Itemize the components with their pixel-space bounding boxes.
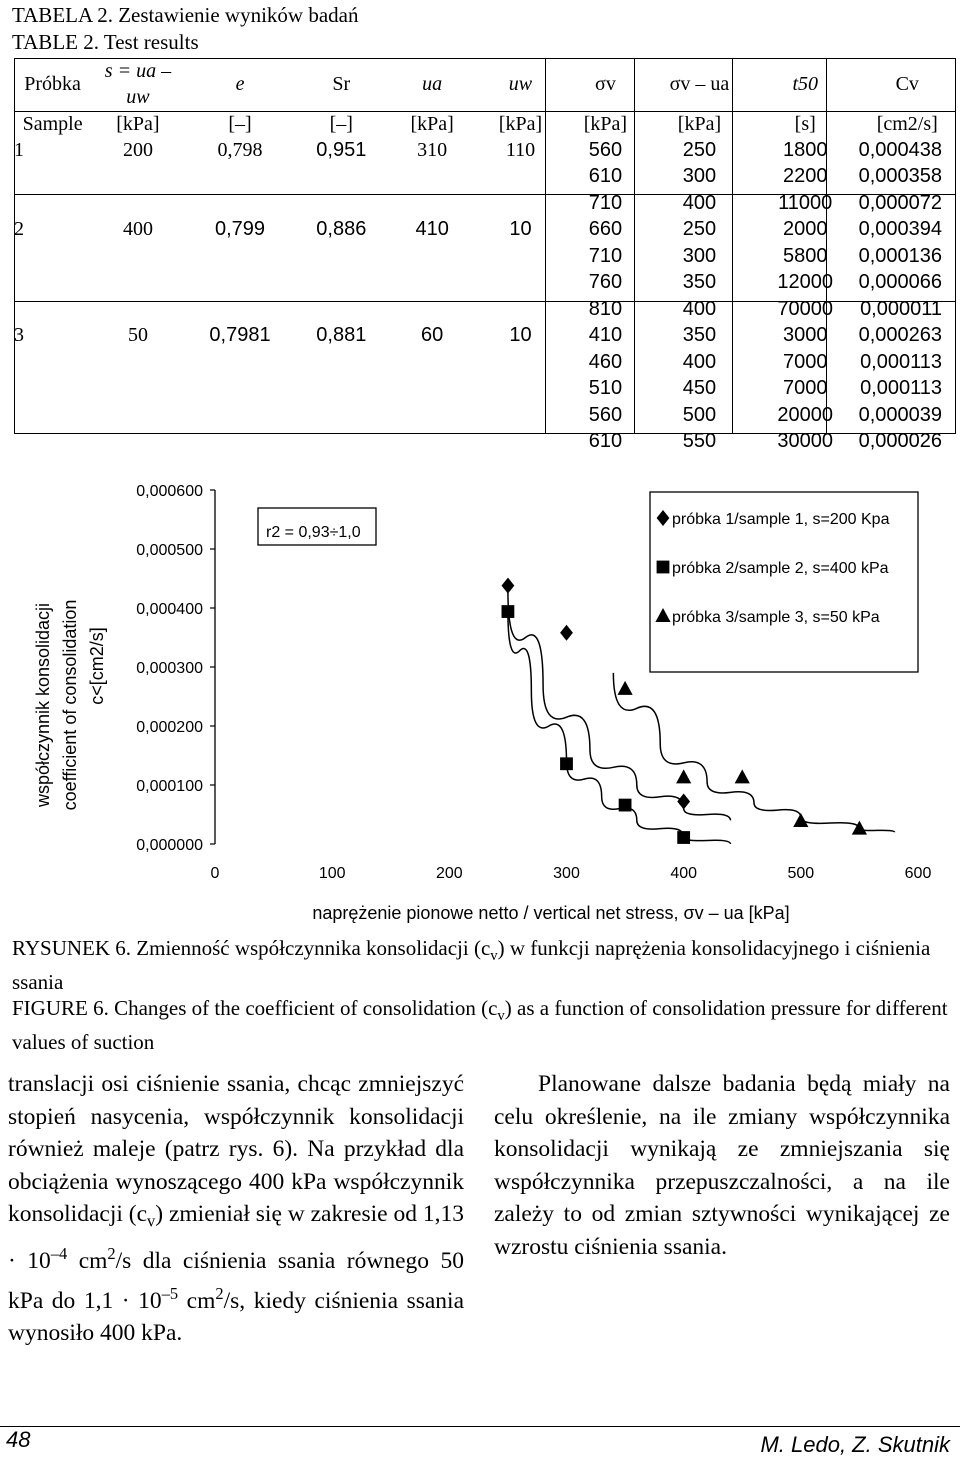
table-cell: [91, 243, 185, 270]
table-cell: 300: [682, 244, 717, 267]
x-tick-label: 200: [435, 865, 463, 882]
figure-label-pl: RYSUNEK 6.: [12, 936, 132, 960]
table-cell: 610: [588, 165, 623, 188]
y-tick-label: 0,000600: [136, 483, 203, 500]
table-cell: 310: [417, 138, 448, 161]
table-cell: [185, 402, 296, 429]
y-tick-label: 0,000100: [136, 778, 203, 795]
table-row: [14, 296, 956, 323]
table-cell: 0,000113: [860, 377, 942, 400]
table-cell: [387, 243, 477, 270]
table-cell: [14, 164, 91, 191]
header-cell: ua: [422, 73, 443, 95]
table-cell: 0,951: [316, 138, 367, 161]
table-column-rule: [545, 58, 546, 434]
table-cell: 560: [588, 403, 623, 426]
table-cell: [295, 349, 387, 376]
header-cell: σv: [595, 73, 616, 95]
table-cell: 2200: [782, 165, 828, 188]
table-cell: [185, 243, 296, 270]
data-point-square: [502, 605, 515, 618]
table-cell: 250: [682, 138, 717, 161]
table-cell: [295, 164, 387, 191]
header-cell: t50: [792, 73, 819, 95]
table-cell: [387, 376, 477, 403]
data-point-triangle: [617, 681, 632, 695]
table-cell: 0,000136: [858, 244, 942, 267]
data-point-triangle: [852, 821, 867, 835]
table-cell: 0,886: [316, 218, 367, 241]
table-cell: 350: [682, 324, 717, 347]
data-point-square: [560, 757, 573, 770]
table-column-rule: [634, 58, 635, 434]
table-row: [14, 376, 956, 403]
table-cell: 2000: [782, 218, 828, 241]
figure-text-en-a: Changes of the coefficient of consolidation (c: [114, 996, 498, 1021]
table-cell: [185, 296, 296, 323]
table-cell: [295, 243, 387, 270]
r-squared-annotation: r2 = 0,93÷1,0: [266, 524, 361, 541]
chart-x-axis-label: naprężenie pionowe netto / vertical net stress, σv – ua [kPa]: [312, 903, 790, 923]
table-cell: [387, 164, 477, 191]
table-cell: 350: [682, 271, 717, 294]
table-cell: 3: [14, 324, 24, 347]
table-cell: 0,000358: [858, 165, 942, 188]
table-cell: 10: [509, 324, 532, 347]
table-cell: [91, 349, 185, 376]
body-left-exp1: –4: [50, 1244, 68, 1264]
table-cell: [91, 164, 185, 191]
table-cell: [387, 349, 477, 376]
table-cell: [295, 296, 387, 323]
header-unit-cell: Sample: [22, 112, 83, 135]
table-cell: [14, 376, 91, 403]
table-header-rule: [14, 111, 956, 112]
table-cell: [387, 402, 477, 429]
body-column-left: [8, 1068, 464, 1349]
table-cell: [91, 270, 185, 297]
table-cell: 0,881: [316, 324, 367, 347]
table-cell: [185, 429, 296, 456]
table-cell: [477, 376, 564, 403]
data-point-diamond: [677, 794, 690, 810]
figure-text-pl-a: Zmienność współczynnika konsolidacji (c: [136, 936, 491, 960]
table-cell: [14, 243, 91, 270]
table-cell: [477, 349, 564, 376]
table-cell: 0,000011: [860, 297, 942, 320]
figure-caption-en: [12, 995, 952, 1055]
figure-label-en: FIGURE 6.: [12, 996, 109, 1021]
table-cell: 70000: [777, 297, 834, 320]
table-cell: [185, 270, 296, 297]
header-unit-cell: [kPa]: [677, 112, 722, 135]
table-cell: 400: [682, 191, 717, 214]
table-cell: 30000: [777, 430, 834, 453]
table-caption-en: TABLE 2. Test results: [12, 30, 199, 54]
body-left-e: cm: [178, 1287, 216, 1314]
data-point-diamond: [502, 578, 515, 594]
table-cell: 400: [122, 218, 153, 241]
header-unit-cell: [kPa]: [410, 112, 454, 135]
table-cell: 7000: [782, 377, 828, 400]
data-point-triangle: [676, 769, 691, 783]
table-cell: 250: [682, 218, 717, 241]
header-unit-cell: [–]: [329, 112, 353, 135]
table-cell: [91, 429, 185, 456]
table-row: [14, 243, 956, 270]
body-left-b: ) zmieniał się w zakresie od 1,13 · 10: [8, 1201, 464, 1275]
table-row: [14, 349, 956, 376]
table-cell: 0,798: [217, 138, 263, 161]
body-column-right: [494, 1068, 950, 1263]
table-cell: [14, 402, 91, 429]
table-cell: 660: [588, 218, 623, 241]
table-cell: [477, 164, 564, 191]
table-cell: [91, 296, 185, 323]
x-tick-label: 400: [670, 865, 698, 882]
body-left-exp2: 2: [107, 1244, 116, 1264]
table-group-rule: [14, 194, 956, 195]
table-cell: 60: [421, 324, 444, 347]
consolidation-chart: [0, 470, 960, 940]
y-label-line-1: współczynnik konsolidacji: [33, 602, 53, 808]
table-cell: 1800: [782, 138, 828, 161]
table-cell: [14, 270, 91, 297]
table-cell: 1: [14, 138, 24, 161]
table-cell: 0,799: [214, 218, 266, 241]
table-cell: 2: [14, 218, 24, 241]
chart-y-axis-label: [33, 600, 107, 811]
table-cell: [387, 296, 477, 323]
table-cell: [295, 376, 387, 403]
table-row: [14, 323, 956, 350]
body-left-f: /s, kiedy ciśnienia ssania wynosiło 400 kPa.: [8, 1287, 465, 1346]
figure-text-en-sub: v: [497, 1008, 505, 1025]
body-left-sub: v: [147, 1211, 156, 1231]
y-tick-label: 0,000300: [136, 660, 203, 677]
table-cell: 10: [509, 218, 532, 241]
y-label-line-2: coefficient of consolidation: [60, 599, 80, 811]
table-cell: [14, 429, 91, 456]
table-cell: [477, 270, 564, 297]
fit-curve: [613, 673, 894, 832]
header-unit-cell: [s]: [794, 112, 816, 135]
figure-caption-pl: [12, 935, 952, 995]
x-tick-label: 500: [787, 865, 815, 882]
table-cell: 0,000066: [858, 271, 942, 294]
table-cell: 410: [588, 324, 623, 347]
x-tick-label: 0: [210, 865, 220, 882]
table-cell: 760: [588, 271, 623, 294]
table-cell: 0,000394: [858, 218, 942, 241]
table-cell: 200: [122, 138, 153, 161]
table-cell: 610: [588, 430, 623, 453]
data-point-triangle: [735, 769, 750, 783]
table-cell: 300: [682, 165, 717, 188]
header-unit-cell: [kPa]: [116, 112, 160, 135]
table-cell: 400: [682, 297, 717, 320]
header-unit-cell: [kPa]: [583, 112, 628, 135]
table-cell: 710: [588, 191, 623, 214]
table-row: [14, 137, 956, 164]
table-cell: 5800: [782, 244, 828, 267]
table-cell: [295, 402, 387, 429]
y-tick-label: 0,000200: [136, 719, 203, 736]
table-caption-pl: TABELA 2. Zestawienie wyników badań: [12, 3, 359, 27]
x-tick-label: 600: [904, 865, 932, 882]
data-point-square: [677, 831, 690, 844]
table-cell: [477, 429, 564, 456]
table-cell: 3000: [782, 324, 828, 347]
table-cell: 7000: [782, 350, 828, 373]
table-row: [14, 217, 956, 244]
table-cell: 0,000072: [858, 191, 942, 214]
y-tick-label: 0,000400: [136, 601, 203, 618]
chart-legend: [650, 492, 918, 672]
table-cell: 710: [588, 244, 623, 267]
y-label-line-3: c<[cm2/s]: [87, 627, 107, 705]
figure-caption: [12, 935, 952, 1055]
header-cell: Próbka: [24, 73, 81, 95]
legend-label: próbka 1/sample 1, s=200 Kpa: [672, 511, 890, 528]
figure-text-pl-b: ) w funkcji naprężenia konsolidacyjnego i ciśnienia ssania: [12, 936, 931, 995]
header-unit-cell: [kPa]: [498, 112, 543, 135]
header-unit-cell: [cm2/s]: [876, 112, 938, 135]
header-cell: Cv: [895, 73, 919, 95]
header-cell: σv – ua: [669, 73, 730, 95]
table-group-rule: [14, 301, 956, 302]
figure-text-en-b: ) as a function of consolidation pressure for different values of suction: [12, 996, 948, 1055]
table-cell: [295, 429, 387, 456]
table-column-rule: [826, 58, 827, 434]
table-cell: 0,000039: [858, 403, 942, 426]
header-cell: e: [235, 73, 245, 95]
table-cell: 0,000438: [858, 138, 942, 161]
footer-rule: [0, 1426, 960, 1427]
table-cell: 0,000263: [858, 324, 942, 347]
table-cell: 550: [682, 430, 717, 453]
table-cell: [295, 270, 387, 297]
table-cell: 560: [588, 138, 623, 161]
table-cell: 0,7981: [209, 324, 271, 347]
table-cell: [477, 296, 564, 323]
header-cell: s = ua – uw: [104, 60, 172, 108]
data-point-triangle: [793, 813, 808, 827]
x-tick-label: 300: [553, 865, 580, 882]
table-cell: [477, 243, 564, 270]
authors: M. Ledo, Z. Skutnik: [760, 1432, 950, 1457]
table-cell: 50: [127, 324, 148, 347]
table-row: [14, 270, 956, 297]
table-cell: 400: [682, 350, 717, 373]
table-cell: [14, 296, 91, 323]
body-left-exp3: –5: [161, 1283, 179, 1303]
header-cell: Sr: [332, 73, 351, 95]
table-cell: [477, 402, 564, 429]
x-tick-label: 100: [318, 865, 346, 882]
table-cell: 12000: [777, 271, 834, 294]
table-caption: [12, 2, 359, 56]
table-cell: [91, 376, 185, 403]
table-row: [14, 164, 956, 191]
table-cell: 460: [588, 350, 623, 373]
table-cell: [91, 402, 185, 429]
legend-label: próbka 2/sample 2, s=400 kPa: [672, 560, 889, 577]
table-cell: 20000: [777, 403, 834, 426]
table-row: [14, 402, 956, 429]
legend-marker-square: [657, 561, 670, 574]
table-cell: 810: [588, 297, 623, 320]
table-cell: [387, 429, 477, 456]
page-number: 48: [6, 1427, 31, 1452]
results-table: [14, 58, 956, 455]
data-point-diamond: [560, 625, 573, 641]
table-cell: 500: [682, 403, 717, 426]
table-cell: [387, 270, 477, 297]
table-row: [14, 429, 956, 456]
table-cell: [185, 164, 296, 191]
header-unit-cell: [–]: [228, 112, 252, 135]
table-cell: 510: [588, 377, 623, 400]
body-left-d: /s dla ciśnienia ssania równego 50 kPa do 1,1 · 10: [8, 1248, 464, 1314]
body-left-a: translacji osi ciśnienie ssania, chcąc zmniejszyć stopień nasycenia, współczynnik konsolidacji również maleje (patrz rys. 6). Na przykład dla obciążenia wynoszącego 400 kPa współczynnik konsolidacji (c: [8, 1071, 464, 1227]
table-cell: 0,000113: [860, 350, 942, 373]
body-right-text: Planowane dalsze badania będą miały na celu określenie, na ile zmiany współczynnika konsolidacji wynikają ze zmniejszania się współczynnika przepuszczalności, a na ile zależy to od zmian sztywności wynikającej ze wzrostu ciśnienia ssania.: [494, 1071, 950, 1260]
table-cell: 0,000026: [858, 430, 942, 453]
table-cell: [14, 349, 91, 376]
table-cell: 11000: [778, 191, 833, 214]
table-cell: 450: [682, 377, 717, 400]
y-tick-label: 0,000000: [136, 837, 203, 854]
header-cell: uw: [508, 73, 533, 95]
table-cell: [185, 376, 296, 403]
legend-label: próbka 3/sample 3, s=50 kPa: [672, 609, 880, 626]
table-cell: [185, 349, 296, 376]
table-cell: 110: [505, 138, 536, 161]
data-point-square: [619, 799, 632, 812]
table-cell: 410: [415, 218, 449, 241]
figure-text-pl-sub: v: [490, 948, 498, 965]
body-left-c: cm: [67, 1248, 108, 1275]
chart-annotation-box: [258, 508, 376, 545]
table-column-rule: [732, 58, 733, 434]
body-left-exp4: 2: [215, 1283, 224, 1303]
y-tick-label: 0,000500: [136, 542, 203, 559]
